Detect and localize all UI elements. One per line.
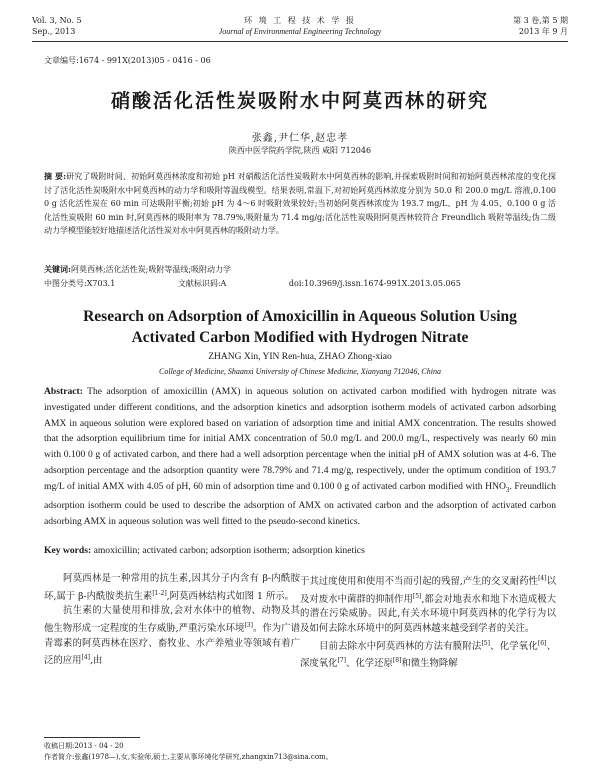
header-journal — [32, 15, 568, 37]
affiliation-cn: 陕西中医学院药学院,陕西 咸阳 712046 — [228, 146, 372, 155]
header-date-en: Sep., 2013 — [32, 27, 76, 36]
abstract-en — [44, 384, 556, 530]
body-text: 、化学还原 — [346, 658, 393, 670]
body-text: 、深度氧化 — [300, 640, 556, 670]
body-column-left — [44, 572, 300, 669]
article-number: 文章编号:1674 - 991X(2013)05 - 0416 - 06 — [44, 56, 211, 65]
title-en — [0, 306, 600, 348]
body-paragraph — [300, 572, 556, 637]
abstract-en-text: The adsorption of amoxicillin (AMX) in aqueous solution on activated carbon modified with hydrogen nitrate was investigated under different conditions, and the adsorption kinetics and adsorption isotherm models of activated carbon adsorbing AMX in aqueous solution were explored based on variation of adsorption time and initial AMX concentration. The results showed that the adsorption equilibrium time for initial AMX concentration of 50.0 mg/L and 200.0 mg/L, respectively was nearly 60 min with 0.100 0 g of activated carbon, and there had a well adsorption percentage when the initial pH of AMX solution was at 4-6. The adsorption percentage and the adsorption quantity were 78.79% and 71.4 mg/g, respectively, under the optimum condition of 193.7 mg/L of initial AMX with 4.05 of pH, 60 min of adsorption time and 0.100 0 g of activated carbon modified with HNO — [44, 386, 556, 492]
authors-cn: 张鑫,尹仁华,赵忠孝 — [251, 133, 349, 144]
document-code: 文献标识码:A — [177, 279, 227, 288]
body-text: ,阿莫西林结构式如图 1 所示。 — [166, 590, 295, 602]
body-text: 和微生物降解 — [401, 658, 458, 670]
running-header — [32, 15, 568, 39]
doi: doi:10.3969/j.issn.1674-991X.2013.05.065 — [288, 279, 461, 288]
body-text: 、化学氧化 — [489, 640, 538, 652]
body-text: 以及对废水中菌群的抑制作用 — [300, 576, 556, 605]
footnote-received: 收稿日期:2013 - 04 - 20 — [44, 742, 124, 750]
clc-number: 中图分类号:X703.1 — [44, 279, 116, 288]
citation: [3] — [244, 621, 253, 629]
keywords-cn-text: 阿莫西林;活化活性炭;吸附等温线;吸附动力学 — [70, 265, 232, 274]
citation: [4] — [81, 654, 91, 662]
title-cn: 硝酸活化活性炭吸附水中阿莫西林的研究 — [110, 90, 489, 112]
body-text: 于其过度使用和使用不当而引起的残留,产生的交叉耐药性 — [300, 576, 539, 588]
abstract-en-label: Abstract: — [44, 386, 83, 397]
classification-line — [44, 278, 556, 290]
authors-en: ZHANG Xin, YIN Ren-hua, ZHAO Zhong-xiao — [208, 352, 392, 362]
abstract-en-text-end: . Freundlich adsorption isotherm could be used to describe the adsorption of AMX on activated carbon and the adsorption of activated carbon adsorbing AMX in aqueous solution was well fitted to the pseudo-second kinetics. — [44, 480, 556, 528]
abstract-cn — [44, 170, 556, 238]
header-volume-issue: Vol. 3, No. 5 — [32, 16, 82, 25]
title-en-line2: Activated Carbon Modified with Hydrogen Nitrate — [131, 329, 469, 346]
footnote-author-info: 作者简介:张鑫(1978—),女,实验师,硕士,主要从事环境化学研究,zhangxin713@sina.com。 — [44, 753, 333, 761]
keywords-cn — [44, 263, 556, 276]
header-volume-cn: 第 3 卷,第 5 期 — [513, 16, 568, 25]
abstract-cn-text: 研究了吸附时间、初始阿莫西林浓度和初始 pH 对硝酸活化活性炭吸附水中阿莫西林的影响,并探索吸附时间和初始阿莫西林浓度的变化探讨了活化活性炭吸附水中阿莫西林的动力学和吸附等温线模型。结果表明,常温下,对初始阿莫西林浓度分别为 50.0 和 200.0 mg/L 溶液,0.100 0 g 活化活性炭在 60 min 可达吸附平衡;初始 pH 为 4～6 时吸附效果较好;当初始阿莫西林浓度为 193.7 mg/L、pH 为 4.05、0.100 0 g 活化活性炭吸附 60 min 时,阿莫西林的吸附率为 78.79%,吸附量为 71.4 mg/g;活化活性炭吸附阿莫西林较符合 Freundlich 吸附等温线;伪二级动力学模型能较好地描述活化活性炭对水中阿莫西林的吸附动力学。 — [44, 172, 556, 236]
citation: [6] — [537, 639, 547, 647]
header-rule — [32, 41, 568, 42]
citation: [8] — [392, 657, 402, 665]
keywords-en-label: Key words: — [44, 545, 92, 556]
citation: [5] — [481, 639, 490, 647]
citation: [1-2] — [152, 589, 167, 597]
body-text: 。作为广谱青霉素的阿莫西林在医疗、畜牧业、水产养殖业等领域有着广泛的应用 — [44, 623, 300, 667]
keywords-cn-label: 关键词: — [44, 264, 71, 274]
title-en-line1: Research on Adsorption of Amoxicillin in Aqueous Solution Using — [83, 308, 517, 325]
body-column-right — [300, 572, 556, 672]
header-journal-cn: 环 境 工 程 技 术 学 报 — [244, 16, 356, 25]
citation: [4] — [538, 575, 547, 582]
body-paragraph — [44, 572, 300, 604]
body-text: 阿莫西林是一种常用的抗生素,因其分子内含有 β-内酰胺环,属于 β-内酰胺类抗生素 — [44, 573, 300, 602]
body-paragraph — [300, 637, 556, 672]
abstract-en-subscript: 3 — [505, 485, 510, 494]
keywords-en-text: amoxicillin; activated carbon; adsorption isotherm; adsorption kinetics — [93, 545, 365, 556]
body-text: 目前去除水中阿莫西林的方法有膜附法 — [319, 640, 482, 652]
body-text: ,由 — [90, 655, 103, 667]
abstract-cn-label: 摘 要: — [44, 171, 67, 181]
header-journal-en: Journal of Environmental Engineering Technology — [218, 27, 382, 36]
body-paragraph — [44, 604, 300, 669]
footnote-rule — [44, 737, 140, 738]
body-text: ,都会对地表水和地下水造成极大的潜在污染威胁。因此,有关水环境中阿莫西林的化学行为以及如何去除水环境中的阿莫西林越来越受到学者的关注。 — [300, 593, 556, 635]
header-date-cn: 2013 年 9 月 — [518, 27, 568, 36]
header-issue-cn — [513, 15, 568, 37]
citation: [5] — [412, 592, 422, 600]
body-text: 抗生素的大量使用和排放,会对水体中的植物、动物及其他生物形成一定程度的生存威胁,严重污染水环境 — [44, 605, 300, 635]
affiliation-en: College of Medicine, Shaanxi University of Chinese Medicine, Xianyang 712046, China — [159, 367, 441, 376]
citation: [7] — [337, 657, 347, 665]
keywords-en — [44, 545, 556, 556]
